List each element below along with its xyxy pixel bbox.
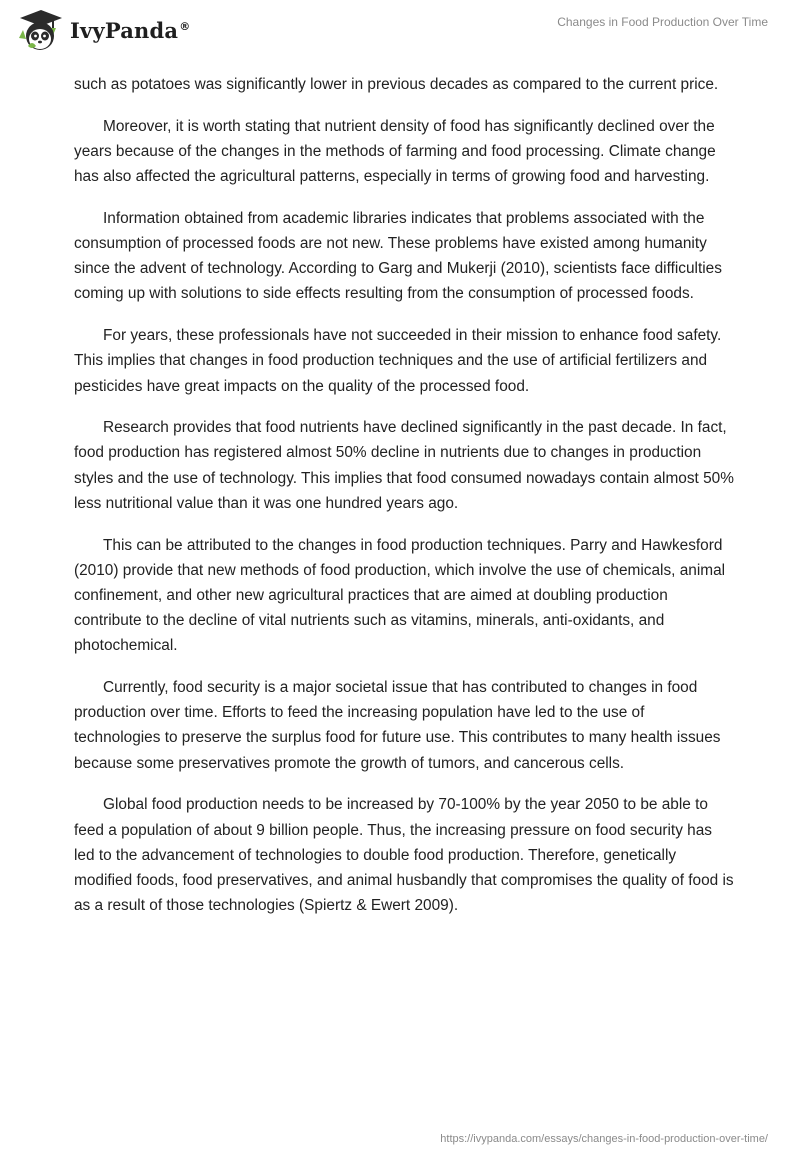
essay-body — [74, 72, 734, 935]
source-url[interactable]: https://ivypanda.com/essays/changes-in-food-production-over-time/ — [440, 1133, 768, 1145]
registered-mark: ® — [179, 19, 191, 33]
paragraph: Global food production needs to be increased by 70-100% by the year 2050 to be able to feed a population of about 9 billion people. Thus, the increasing pressure on food security has led to the advancement of technologies to double food production. Therefore, genetically modified foods, food preservatives, and animal husbandly that compromises the quality of food is as a result of those technologies (Spiertz & Ewert 2009). — [74, 796, 734, 915]
paragraph: Currently, food security is a major societal issue that has contributed to changes in food production over time. Efforts to feed the increasing population have led to the use of technologies to preserve the surplus food for future use. This contributes to many health issues because some preservatives promote the growth of tumors, and cancerous cells. — [74, 679, 721, 772]
ivypanda-logo[interactable] — [14, 9, 190, 53]
page-header — [0, 0, 800, 66]
document-title: Changes in Food Production Over Time — [557, 15, 768, 29]
brand-name-text: IvyPanda — [70, 17, 179, 43]
paragraph: such as potatoes was significantly lower in previous decades as compared to the current price. — [74, 76, 719, 93]
paragraph: This can be attributed to the changes in food production techniques. Parry and Hawkesford (2010) provide that new methods of food production, which involve the use of chemicals, animal confinement, and other new agricultural practices that are aimed at doubling production contribute to the decline of vital nutrients such as vitamins, minerals, anti-oxidants, and photochemical. — [74, 536, 726, 655]
paragraph: Information obtained from academic libraries indicates that problems associated with the consumption of processed foods are not new. These problems have existed among humanity since the advent of technology. According to Garg and Mukerji (2010), scientists face difficulties coming up with solutions to side effects resulting from the consumption of processed foods. — [74, 209, 722, 303]
panda-graduate-icon — [14, 8, 64, 54]
paragraph: Research provides that food nutrients have declined significantly in the past decade. In fact, food production has registered almost 50% decline in nutrients due to changes in production styles and the use of technology. This implies that food consumed nowadays contain almost 50% less nutritional value than it was one hundred years ago. — [74, 419, 734, 512]
paragraph: Moreover, it is worth stating that nutrient density of food has significantly declined over the years because of the changes in the methods of farming and food processing. Climate change has also affected the agricultural patterns, especially in terms of growing food and harvesting. — [74, 117, 716, 186]
paragraph: For years, these professionals have not succeeded in their mission to enhance food safety. This implies that changes in food production techniques and the use of artificial fertilizers and pesticides have great impacts on the quality of the processed food. — [74, 327, 722, 395]
brand-name — [70, 18, 190, 43]
